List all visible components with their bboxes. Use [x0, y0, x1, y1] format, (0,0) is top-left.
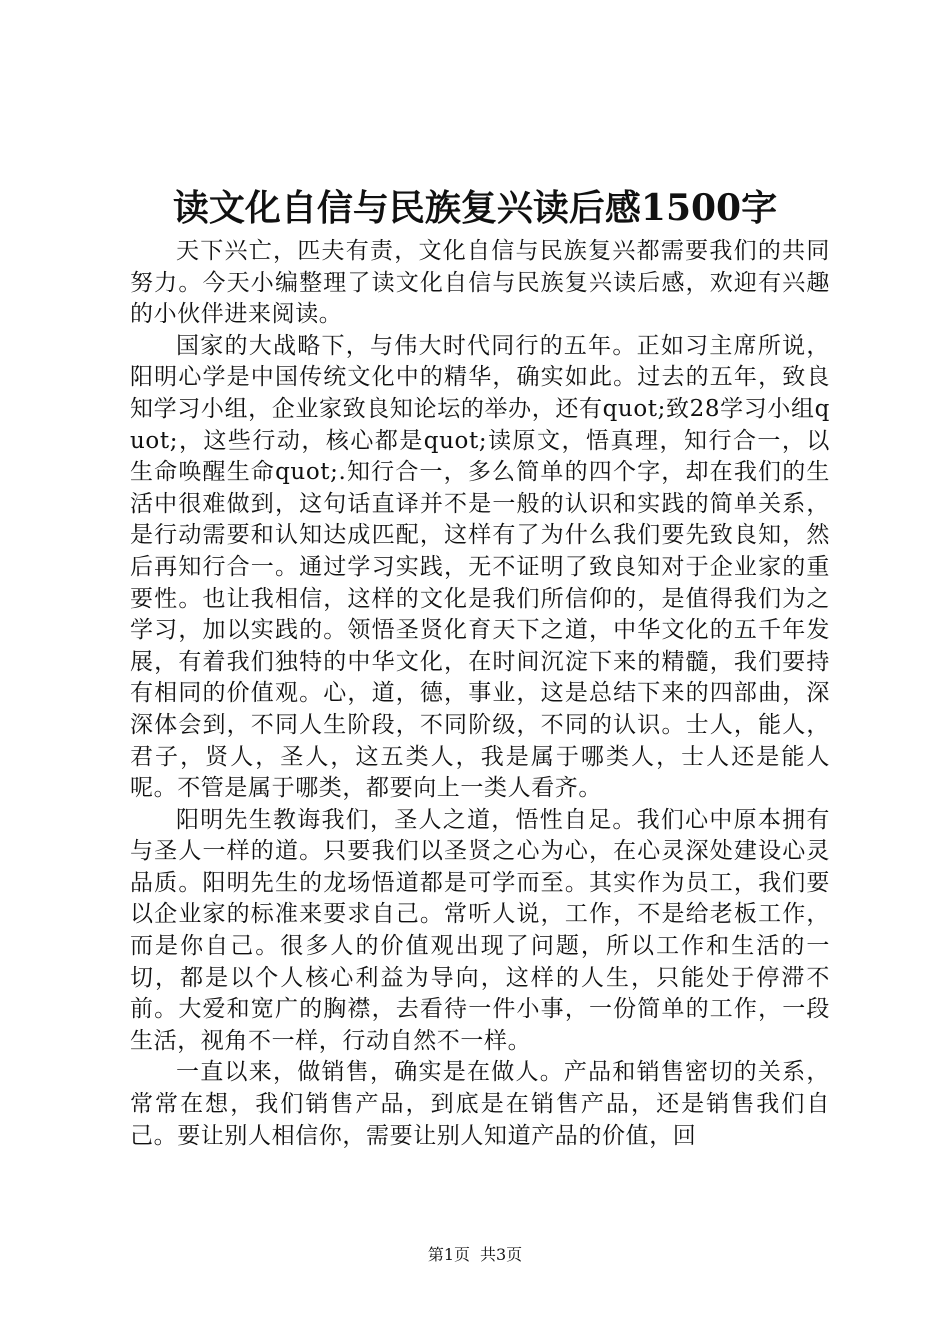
paragraph-2: 国家的大战略下，与伟大时代同行的五年。正如习主席所说，阳明心学是中国传统文化中的精华，确实如此。过去的五年，致良知学习小组，企业家致良知论坛的举办，还有quot;致28学习小组quot;，这些行动，核心都是quot;读原文，悟真理，知行合一，以生命唤醒生命quot;.知行合一，多么简单的四个字，却在我们的生活中很难做到，这句话直译并不是一般的认识和实践的简单关系，是行动需要和认知达成匹配，这样有了为什么我们要先致良知，然后再知行合一。通过学习实践，无不证明了致良知对于企业家的重要性。也让我相信，这样的文化是我们所信仰的，是值得我们为之学习，加以实践的。领悟圣贤化育天下之道，中华文化的五千年发展，有着我们独特的中华文化，在时间沉淀下来的精髓，我们要持有相同的价值观。心，道，德，事业，这是总结下来的四部曲，深深体会到，不同人生阶段，不同阶级，不同的认识。士人，能人，君子，贤人，圣人，这五类人，我是属于哪类人，士人还是能人呢。不管是属于哪类，都要向上一类人看齐。: [130, 332, 830, 802]
document-title: 读文化自信与民族复兴读后感1500字: [172, 187, 778, 229]
page-number: 第1页: [427, 1245, 470, 1264]
paragraph-1: 天下兴亡，匹夫有责，文化自信与民族复兴都需要我们的共同努力。今天小编整理了读文化自信与民族复兴读后感，欢迎有兴趣的小伙伴进来阅读。: [130, 238, 830, 328]
document-body: [130, 236, 830, 1152]
paragraph-4: 一直以来，做销售，确实是在做人。产品和销售密切的关系，常常在想，我们销售产品，到底是在销售产品，还是销售我们自己。要让别人相信你，需要让别人知道产品的价值，回: [130, 1059, 830, 1149]
page-total: 共3页: [480, 1245, 523, 1264]
paragraph-3: 阳明先生教诲我们，圣人之道，悟性自足。我们心中原本拥有与圣人一样的道。只要我们以圣贤之心为心，在心灵深处建设心灵品质。阳明先生的龙场悟道都是可学而至。其实作为员工，我们要以企业家的标准来要求自己。常听人说，工作，不是给老板工作，而是你自己。很多人的价值观出现了问题，所以工作和生活的一切，都是以个人核心利益为导向，这样的人生，只能处于停滞不前。大爱和宽广的胸襟，去看待一件小事，一份简单的工作，一段生活，视角不一样，行动自然不一样。: [130, 806, 830, 1054]
page-footer: [0, 1245, 950, 1265]
